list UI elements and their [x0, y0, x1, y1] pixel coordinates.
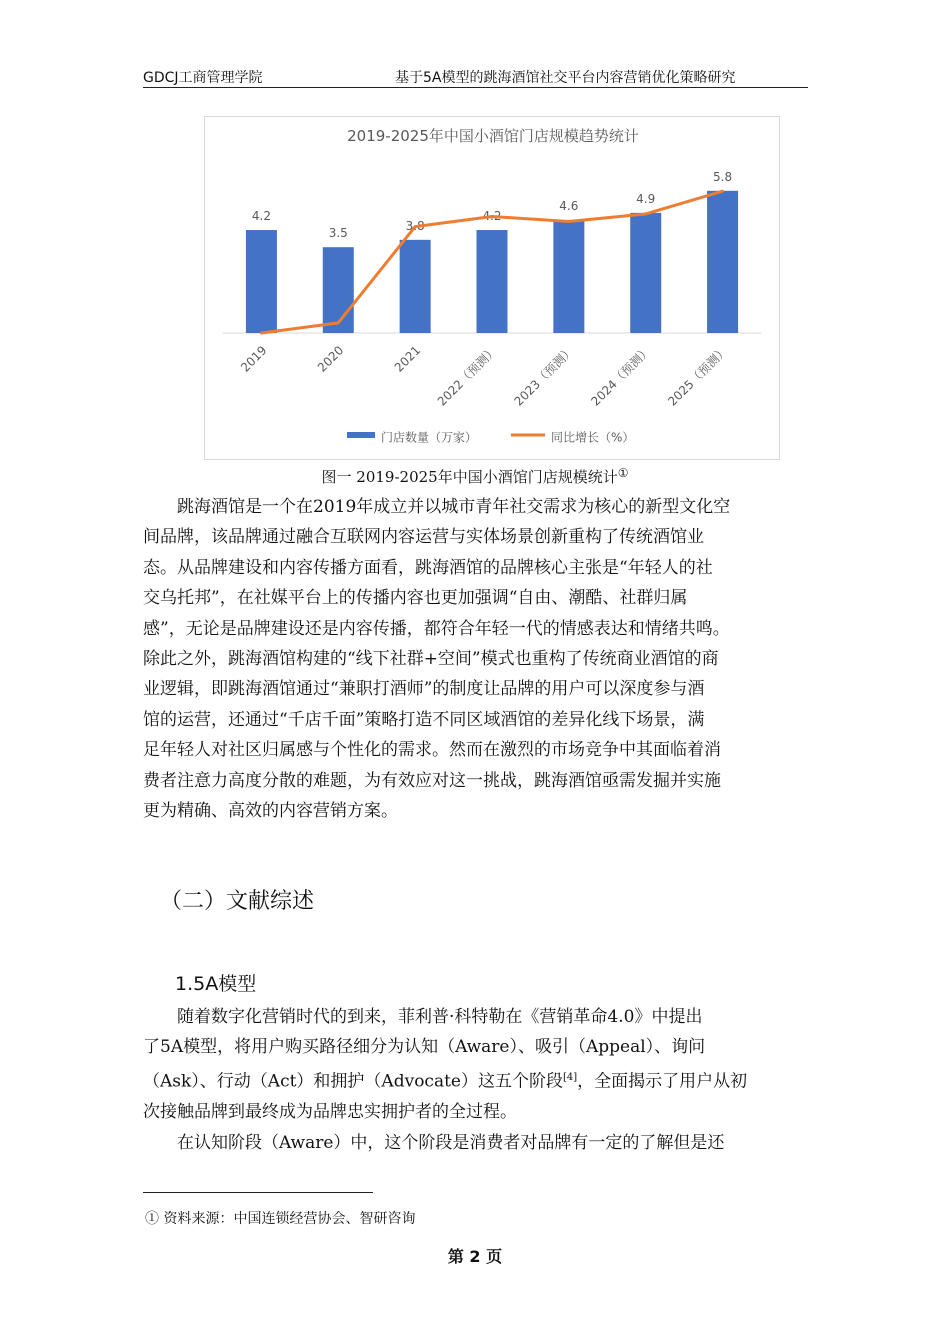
x-tick-label: 2025（预测） — [665, 343, 731, 409]
x-tick-label: 2024（预测） — [588, 343, 654, 409]
bar-2025（预测） — [707, 191, 738, 333]
text-run: （Ask）、行动（Act）和拥护（Advocate）这五个阶段 — [143, 1071, 563, 1092]
citation-ref: [4] — [562, 1071, 578, 1083]
legend-label-line: 同比增长（%） — [551, 430, 635, 445]
bar-label: 4.6 — [559, 199, 579, 214]
text-line: 更为精确、高效的内容营销方案。 — [143, 801, 398, 822]
text-run: ，全面揭示了用户从初 — [577, 1071, 748, 1092]
chart-title: 2019-2025年中国小酒馆门店规模趋势统计 — [347, 127, 639, 145]
bar-2020 — [323, 247, 354, 333]
store-scale-chart — [204, 116, 780, 460]
page-number: 第 2 页 — [447, 1247, 503, 1266]
bar-2022（预测） — [477, 230, 508, 333]
bar-label: 3.8 — [405, 218, 425, 233]
x-tick-label: 2020 — [314, 343, 347, 375]
text-line: 在认知阶段（Aware）中，这个阶段是消费者对品牌有一定的了解但是还 — [177, 1133, 725, 1153]
footnote-source: ① 资料来源：中国连锁经营协会、智研咨询 — [145, 1211, 416, 1227]
text-line: 随着数字化营销时代的到来，菲利普·科特勒在《营销革命4.0》中提出 — [177, 1007, 703, 1027]
header-title: 基于5A模型的跳海酒馆社交平台内容营销优化策略研究 — [395, 70, 736, 86]
paragraph-aware-stage — [143, 1128, 808, 1158]
text-line — [143, 1063, 808, 1097]
section-heading-literature-review: （二）文献综述 — [160, 889, 315, 914]
caption-text: 图一 2019-2025年中国小酒馆门店规模统计 — [321, 468, 618, 486]
text-line: 间品牌，该品牌通过融合互联网内容运营与实体场景创新重构了传统酒馆业 — [143, 527, 704, 548]
text-line: 费者注意力高度分散的难题，为有效应对这一挑战，跳海酒馆亟需发掘并实施 — [143, 770, 721, 791]
x-tick-label: 2022（预测） — [434, 343, 501, 409]
chart-canvas — [205, 117, 781, 461]
bar-label: 4.9 — [636, 191, 656, 206]
bar-2019 — [246, 230, 277, 333]
x-tick-label: 2023（预测） — [511, 343, 577, 409]
text-line: 次接触品牌到最终成为品牌忠实拥护者的全过程。 — [143, 1101, 517, 1122]
header-rule — [143, 87, 808, 88]
text-line: 跳海酒馆是一个在2019年成立并以城市青年社交需求为核心的新型文化空 — [177, 497, 731, 517]
bar-label: 4.2 — [251, 209, 271, 224]
text-line: 馆的运营，还通过“千店千面”策略打造不同区域酒馆的差异化线下场景，满 — [143, 709, 705, 730]
header-school: GDCJ工商管理学院 — [143, 70, 263, 86]
paragraph-5a-model — [143, 1002, 808, 1127]
text-line: 业逻辑，即跳海酒馆通过“兼职打酒师”的制度让品牌的用户可以深度参与酒 — [143, 679, 705, 700]
bar-2023（预测） — [553, 220, 584, 333]
text-line: 了5A模型，将用户购买路径细分为认知（Aware）、吸引（Appeal）、询问 — [143, 1037, 706, 1058]
legend-swatch-bar — [347, 432, 375, 438]
bar-2021 — [400, 240, 431, 333]
subsection-heading-5a-model: 1.5A模型 — [175, 973, 257, 995]
text-line: 态。从品牌建设和内容传播方面看，跳海酒馆的品牌核心主张是“年轻人的社 — [143, 557, 713, 578]
text-line: 感”，无论是品牌建设还是内容传播，都符合年轻一代的情感表达和情绪共鸣。 — [143, 618, 730, 639]
paragraph-brand-intro — [143, 492, 808, 826]
footnote-rule — [143, 1192, 373, 1193]
x-tick-label: 2019 — [238, 343, 270, 375]
legend-label-bar: 门店数量（万家） — [381, 430, 478, 445]
text-line: 交乌托邦”，在社媒平台上的传播内容也更加强调“自由、潮酷、社群归属 — [143, 588, 688, 609]
bar-label: 5.8 — [713, 169, 733, 184]
text-line: 除此之外，跳海酒馆构建的“线下社群+空间”模式也重构了传统商业酒馆的商 — [143, 649, 719, 670]
text-line: 足年轻人对社区归属感与个性化的需求。然而在激烈的市场竞争中其面临着消 — [143, 740, 721, 761]
bar-label: 3.5 — [328, 226, 348, 241]
figure-caption — [0, 466, 950, 487]
bar-2024（预测） — [630, 213, 661, 333]
caption-footnote-marker: ① — [617, 466, 629, 480]
bar-label: 4.2 — [482, 209, 502, 224]
x-tick-label: 2021 — [391, 343, 424, 375]
